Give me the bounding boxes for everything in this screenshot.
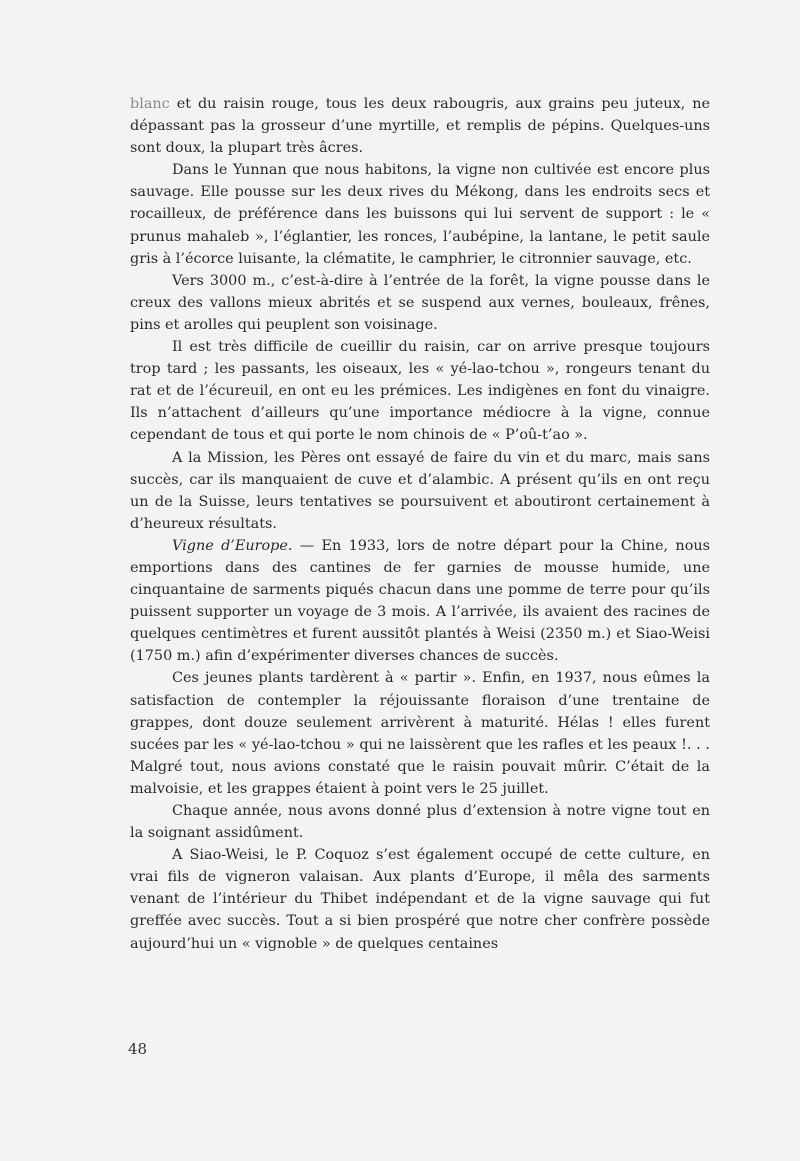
page-number: 48 (128, 1040, 148, 1058)
paragraph-6 (130, 535, 710, 668)
paragraph-text: — En 1933, lors de notre départ pour la Chine, nous emportions dans des cantines de fer garnies de mousse humide, une cinquantaine de sarments piqués chacun dans une pomme de terre pour qu’ils puissent supporter un voyage de 3 mois. A l’arrivée, ils avaient des racines de quelques centimètres et furent aussitôt plantés à Weisi (2350 m.) et Siao-Weisi (1750 m.) afin d’expérimenter diverses chances de succès. (130, 537, 711, 665)
paragraph-text: et du raisin rouge, tous les deux rabougris, aux grains peu juteux, ne dépassant pas la grosseur d’une myrtille, et remplis de pépins. Quelques-uns sont doux, la plupart très âcres. (130, 96, 710, 157)
paragraph-9: A Siao-Weisi, le P. Coquoz s’est également occupé de cette culture, en vrai fils de vigneron valaisan. Aux plants d’Europe, il mêla des sarments venant de l’intérieur du Thibet indépendant et de la vigne sauvage qui fut greffée avec succès. Tout a si bien prospéré que notre cher confrère possède aujourd’hui un « vignoble » de quelques centaines (130, 847, 710, 952)
faded-word: blanc (130, 96, 170, 112)
paragraph-8: Chaque année, nous avons donné plus d’extension à notre vigne tout en la soignant assidûment. (130, 803, 710, 842)
body-text (130, 93, 710, 955)
paragraph-1 (130, 93, 710, 159)
section-heading: Vigne d’Europe. (172, 537, 293, 554)
paragraph-5: A la Mission, les Pères ont essayé de faire du vin et du marc, mais sans succès, car ils manquaient de cuve et d’alambic. A présent qu’ils en ont reçu un de la Suisse, leurs tentatives se poursuivent et aboutiront certainement à d’heureux résultats. (130, 449, 710, 532)
paragraph-3: Vers 3000 m., c’est-à-dire à l’entrée de la forêt, la vigne pousse dans le creux des vallons mieux abrités et se suspend aux vernes, bouleaux, frênes, pins et arolles qui peuplent son voisinage. (130, 272, 710, 333)
paragraph-7: Ces jeunes plants tardèrent à « partir ». Enfin, en 1937, nous eûmes la satisfaction de contempler la réjouissante floraison d’une trentaine de grappes, dont douze seulement arrivèrent à maturité. Hélas ! elles furent sucées par les « yé-lao-tchou » qui ne laissèrent que les rafles et les peaux !. . . Malgré tout, nous avions constaté que le raisin pouvait mûrir. C’était de la malvoisie, et les grappes étaient à point vers le 25 juillet. (130, 670, 710, 797)
paragraph-2: Dans le Yunnan que nous habitons, la vigne non cultivée est encore plus sauvage. Elle pousse sur les deux rives du Mékong, dans les endroits secs et rocailleux, de préférence dans les buissons qui lui servent de support : le « prunus mahaleb », l’églantier, les ronces, l’aubépine, la lantane, le petit saule gris à l’écorce luisante, la clématite, le camphrier, le citronnier sauvage, etc. (130, 162, 710, 267)
paragraph-4: Il est très difficile de cueillir du raisin, car on arrive presque toujours trop tard ; les passants, les oiseaux, les « yé-lao-tchou », rongeurs tenant du rat et de l’écureuil, en ont eu les prémices. Les indigènes en font du vinaigre. Ils n’attachent d’ailleurs qu’une importance médiocre à la vigne, connue cependant de tous et qui porte le nom chinois de « P’oû-t’ao ». (130, 339, 710, 444)
